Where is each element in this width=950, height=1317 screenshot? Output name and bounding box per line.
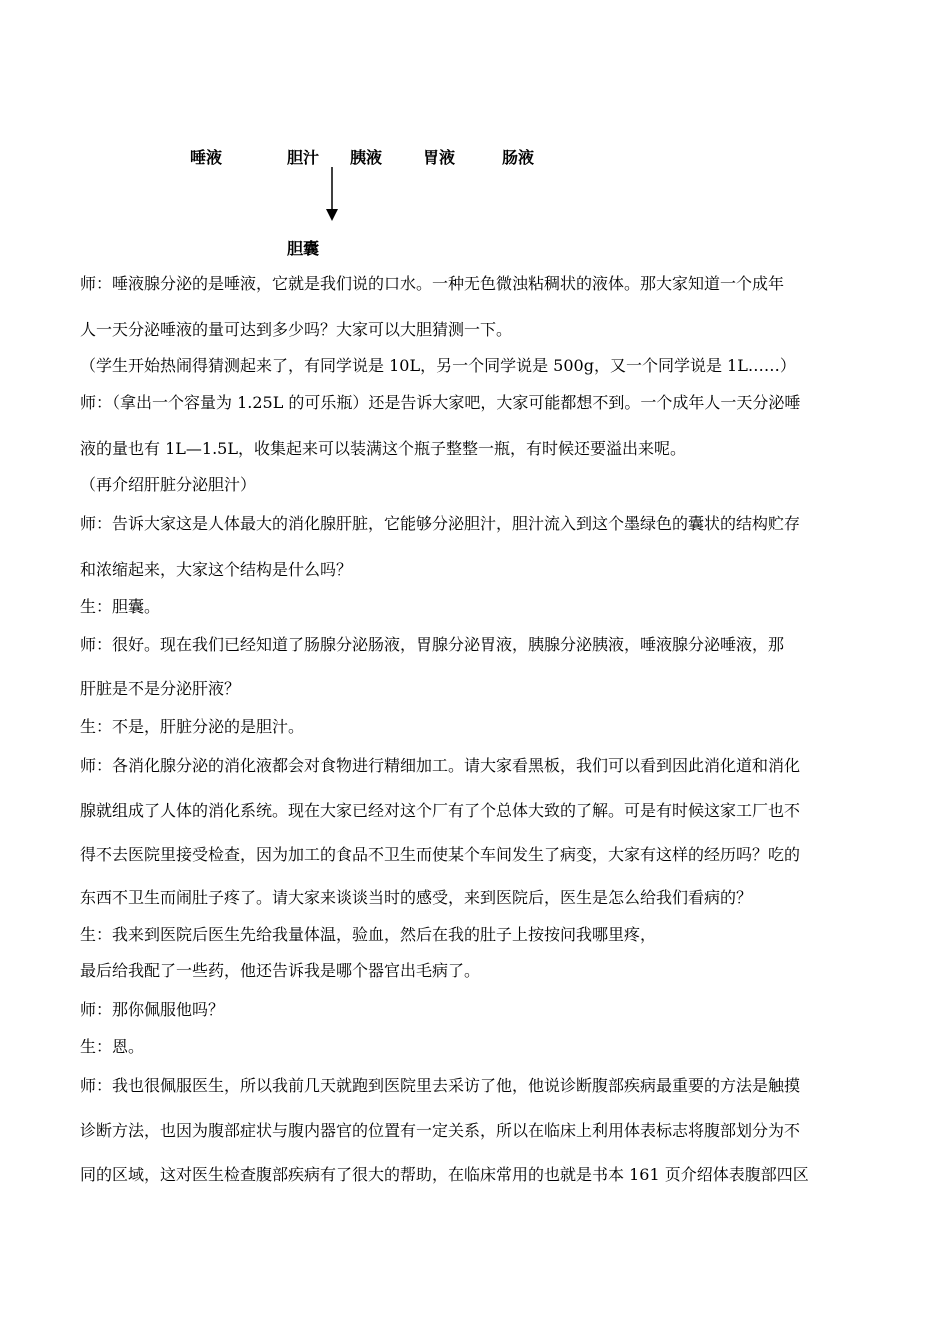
text-line: 生：恩。: [80, 1037, 145, 1056]
text-line: 生：胆囊。: [80, 597, 161, 616]
text-line: 师：那你佩服他吗？: [80, 1000, 225, 1019]
text-line: 师：告诉大家这是人体最大的消化腺肝脏，它能够分泌胆汁，胆汁流入到这个墨绿色的囊状的结构贮存: [80, 514, 801, 533]
text-line: 诊断方法，也因为腹部症状与腹内器官的位置有一定关系，所以在临床上利用体表标志将腹部划分为不: [80, 1121, 801, 1140]
text-line: 师：（拿出一个容量为 1.25L 的可乐瓶）还是告诉大家吧，大家可能都想不到。一个成年人一天分泌唾: [80, 393, 801, 412]
text-line: 得不去医院里接受检查，因为加工的食品不卫生而使某个车间发生了病变，大家有这样的经历吗？吃的: [80, 845, 801, 864]
text-line: 人一天分泌唾液的量可达到多少吗？大家可以大胆猜测一下。: [80, 320, 513, 339]
text-line: 肝脏是不是分泌肝液？: [80, 679, 241, 698]
text-line: 同的区域，这对医生检查腹部疾病有了很大的帮助，在临床常用的也就是书本 161 页介绍体表腹部四区: [80, 1165, 809, 1184]
text-line: 最后给我配了一些药，他还告诉我是哪个器官出毛病了。: [80, 961, 481, 980]
label-pancreatic-juice: 胰液: [350, 148, 383, 167]
label-gallbladder: 胆囊: [287, 239, 320, 258]
text-line: （学生开始热闹得猜测起来了，有同学说是 10L，另一个同学说是 500g，又一个同学说是 1L……）: [80, 356, 796, 375]
label-gastric-juice: 胃液: [423, 148, 456, 167]
text-line: 东西不卫生而闹肚子疼了。请大家来谈谈当时的感受，来到医院后，医生是怎么给我们看病的？: [80, 888, 753, 907]
text-line: 和浓缩起来，大家这个结构是什么吗？: [80, 560, 353, 579]
label-bile: 胆汁: [287, 148, 320, 167]
text-line: （再介绍肝脏分泌胆汁）: [80, 475, 257, 494]
text-line: 生：不是，肝脏分泌的是胆汁。: [80, 717, 305, 736]
text-line: 师：很好。现在我们已经知道了肠腺分泌肠液，胃腺分泌胃液，胰腺分泌胰液，唾液腺分泌唾液，那: [80, 635, 785, 654]
text-line: 师：唾液腺分泌的是唾液，它就是我们说的口水。一种无色微浊粘稠状的液体。那大家知道一个成年: [80, 274, 785, 293]
text-line: 师：我也很佩服医生，所以我前几天就跑到医院里去采访了他，他说诊断腹部疾病最重要的方法是触摸: [80, 1076, 801, 1095]
text-line: 生：我来到医院后医生先给我量体温，验血，然后在我的肚子上按按问我哪里疼，: [80, 925, 657, 944]
text-line: 腺就组成了人体的消化系统。现在大家已经对这个厂有了个总体大致的了解。可是有时候这家工厂也不: [80, 801, 801, 820]
text-line: 师：各消化腺分泌的消化液都会对食物进行精细加工。请大家看黑板，我们可以看到因此消化道和消化: [80, 756, 801, 775]
down-arrow-icon: [322, 167, 342, 223]
label-intestinal-juice: 肠液: [502, 148, 535, 167]
label-saliva: 唾液: [190, 148, 223, 167]
text-line: 液的量也有 1L—1.5L，收集起来可以装满这个瓶子整整一瓶，有时候还要溢出来呢。: [80, 439, 686, 458]
